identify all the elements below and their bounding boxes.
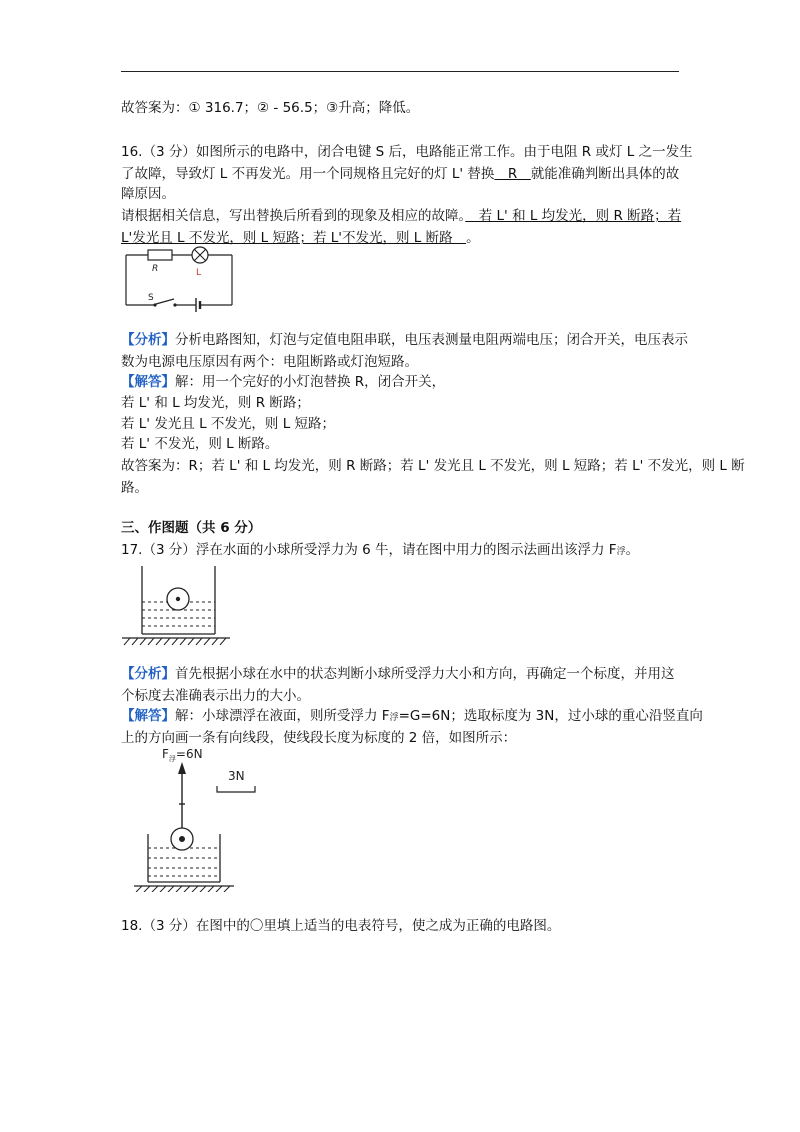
q17-analysis-line-2: 个标度去准确表示出力的大小。 — [121, 688, 310, 704]
arrow-head — [178, 762, 186, 774]
q16-blank-answer: 若 L' 和 L 均发光，则 R 断路；若 — [465, 208, 682, 224]
header-rule — [121, 71, 679, 72]
force-subscript: 浮 — [168, 755, 176, 763]
q17-question-end: 。 — [625, 542, 640, 558]
solution-text: 解：小球漂浮在液面，则所受浮力 F — [175, 708, 390, 724]
analysis-tag: 【分析】 — [121, 332, 175, 348]
q17-solution-line-1 — [121, 706, 703, 728]
force-label — [162, 747, 203, 763]
force-value: =6N — [175, 747, 203, 761]
q18-question: 18.（3 分）在图中的〇里填上适当的电表符号，使之成为正确的电路图。 — [121, 918, 561, 934]
lamp-label: L — [196, 268, 202, 278]
q16-text-part: 。 — [466, 230, 480, 246]
solution-tag: 【解答】 — [121, 374, 175, 390]
resistor-label: R — [152, 264, 159, 274]
q16-solution-line-4: 若 L' 不发光，则 L 断路。 — [121, 436, 279, 452]
analysis-text: 首先根据小球在水中的状态判断小球所受浮力大小和方向，再确定一个标度，并用这 — [175, 666, 675, 682]
switch-label: S — [148, 293, 154, 303]
q16-answer-line-1: 故答案为：R；若 L' 和 L 均发光，则 R 断路；若 L' 发光且 L 不发光，则 L 短路；若 L' 不发光，则 L 断 — [121, 458, 745, 474]
q16-analysis-line-2: 数为电源电压原因有两个：电阻断路或灯泡短路。 — [121, 354, 418, 370]
resistor-symbol — [148, 250, 172, 260]
q16-analysis-line-1 — [121, 330, 688, 350]
scale-bar — [217, 786, 255, 792]
section-title: 三、作图题（共 6 分） — [121, 520, 262, 536]
q16-text-part: 请根据相关信息，写出替换后所看到的现象及相应的故障。 — [121, 208, 466, 224]
analysis-text: 分析电路图知，灯泡与定值电阻串联，电压表测量电阻两端电压；闭合开关，电压表示 — [175, 332, 688, 348]
q17-analysis-line-1 — [121, 664, 675, 684]
scale-label: 3N — [228, 769, 245, 783]
q17-question — [121, 540, 639, 562]
q16-blank-answer: L'发光且 L 不发光，则 L 短路；若 L'不发光，则 L 断路 — [121, 230, 467, 246]
q16-text-part: 了故障，导致灯 L 不再发光。用一个同规格且完好的灯 L' 替换 — [121, 166, 495, 182]
q16-blank-answer: R — [494, 166, 531, 182]
q17-question-subscript: 浮 — [616, 547, 626, 557]
analysis-tag: 【分析】 — [121, 666, 175, 682]
q16-solution-line-2: 若 L' 和 L 均发光，则 R 断路； — [121, 395, 310, 411]
force-symbol: F — [162, 747, 169, 761]
q17-solution-line-2: 上的方向画一条有向线段，使线段长度为标度的 2 倍，如图所示： — [121, 730, 517, 746]
q17-question-text: 17.（3 分）浮在水面的小球所受浮力为 6 牛，请在图中用力的图示法画出该浮力 F — [121, 542, 617, 558]
q16-text-line-2 — [121, 164, 679, 184]
q16-solution-line-3: 若 L' 发光且 L 不发光，则 L 短路； — [121, 416, 336, 432]
q16-circuit-diagram — [118, 245, 240, 313]
solution-subscript: 浮 — [389, 713, 399, 723]
q16-answer-line-2: 路。 — [121, 480, 148, 496]
q16-text-part: 就能准确判断出具体的故 — [530, 166, 680, 182]
q16-solution-line-1 — [121, 372, 445, 392]
q17-answer-diagram — [134, 744, 264, 892]
solution-text: 解：用一个完好的小灯泡替换 R，闭合开关， — [175, 374, 446, 390]
q16-text-line-1: 16.（3 分）如图所示的电路中，闭合电键 S 后，电路能正常工作。由于电阻 R 或灯 L 之一发生 — [121, 144, 693, 160]
q16-text-line-3: 障原因。 — [121, 186, 175, 202]
solution-tag: 【解答】 — [121, 708, 175, 724]
solution-text: =G=6N；选取标度为 3N，过小球的重心沿竖直向 — [398, 708, 703, 724]
previous-answer: 故答案为：① 316.7；② ‑ 56.5；③升高；降低。 — [121, 100, 420, 116]
q16-text-line-4 — [121, 206, 681, 226]
q17-beaker-diagram — [118, 562, 234, 648]
